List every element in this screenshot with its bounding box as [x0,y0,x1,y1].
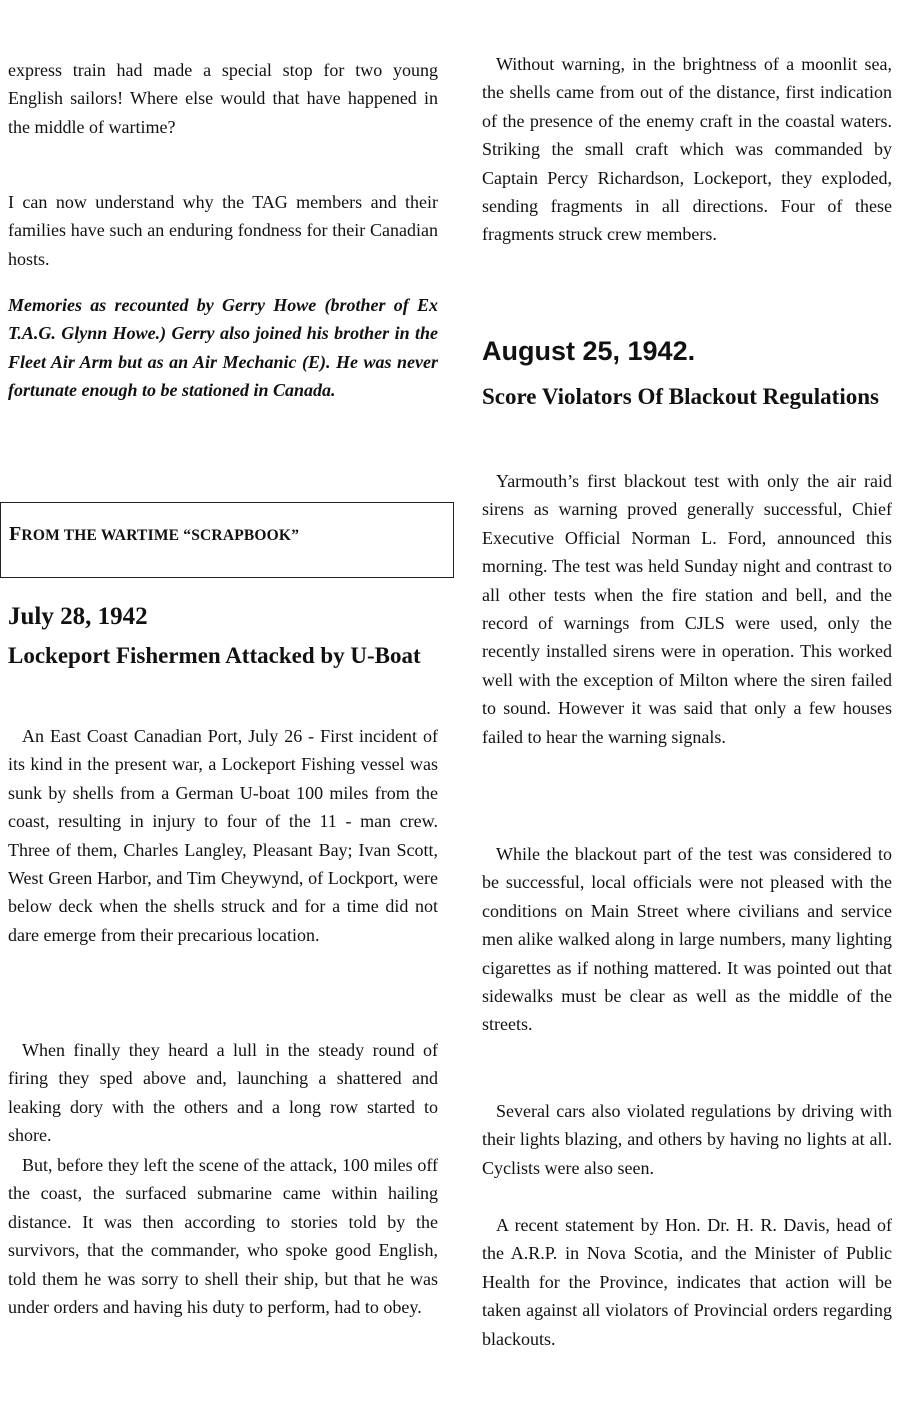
memories-credit: Memories as recounted by Gerry Howe (brother of Ex T.A.G. Glynn Howe.) Gerry also joined his brother in the Fleet Air Arm but as an Air Mechanic (E). He was never fortunate enough to be stationed in Canada. [8,295,438,401]
article-paragraph-2: When finally they heard a lull in the steady round of firing they sped above and, launching a shattered and leaking dory with the others and a long row started to shore. [8,1040,438,1146]
blackout-paragraph-1: Yarmouth’s first blackout test with only the air raid sirens as warning proved generally successful, Chief Executive Official Norman L. Ford, announced this morning. The test was held Sunday night and contrast to all other tests when the fire station and bell, and the record of warnings from CJLS were used, only the recently installed sirens were in operation. This worked well with the exception of Milton where the siren failed to sound. However it was said that only a few houses failed to hear the warning signals. [482,471,892,747]
paragraph-train: express train had made a special stop for two young English sailors! Where else would that have happened in the middle of wartime? [8,60,438,137]
date-heading-july: July 28, 1942 [8,603,148,630]
date-heading-august: August 25, 1942. [482,336,696,366]
article-paragraph-3: But, before they left the scene of the attack, 100 miles off the coast, the surfaced submarine came within hailing distance. It was then according to stories told by the survivors, that the commander, who spoke good English, told them he was sorry to shell their ship, but that he was under orders and having his duty to perform, had to obey. [8,1155,438,1318]
article-paragraph-1: An East Coast Canadian Port, July 26 - First incident of its kind in the present war, a Lockeport Fishing vessel was sunk by shells from a German U-boat 100 miles from the coast, resulting in injury to four of the 11 - man crew. Three of them, Charles Langley, Pleasant Bay; Ivan Scott, West Green Harbor, and Tim Cheywynd, of Lockport, were below deck when the shells struck and for a time did not dare emerge from their precarious location. [8,726,438,945]
blackout-paragraph-2: While the blackout part of the test was considered to be successful, local officials were not pleased with the conditions on Main Street where civilians and service men alike walked along in large numbers, many lighting cigarettes as if nothing mattered. It was pointed out that sidewalks must be clear as well as the middle of the streets. [482,844,892,1035]
scrapbook-banner [0,502,454,578]
headline-blackout: Score Violators Of Blackout Regulations [482,384,879,409]
blackout-paragraph-3: Several cars also violated regulations by driving with their lights blazing, and others by having no lights at all. Cyclists were also seen. [482,1101,892,1178]
scrapbook-banner-title: FROM THE WARTIME “SCRAPBOOK” [9,523,300,545]
article-paragraph-4: Without warning, in the brightness of a moonlit sea, the shells came from out of the distance, first indication of the presence of the enemy craft in the coastal waters. Striking the small craft which was commanded by Captain Percy Richardson, Lockeport, they exploded, sending fragments in all directions. Four of these fragments struck crew members. [482,54,892,245]
blackout-paragraph-4: A recent statement by Hon. Dr. H. R. Davis, head of the A.R.P. in Nova Scotia, and the Minister of Public Health for the Province, indicates that action will be taken against all violators of Provincial orders regarding blackouts. [482,1215,892,1349]
headline-lockeport: Lockeport Fishermen Attacked by U-Boat [8,643,421,668]
paragraph-fondness: I can now understand why the TAG members and their families have such an enduring fondness for their Canadian hosts. [8,192,438,269]
